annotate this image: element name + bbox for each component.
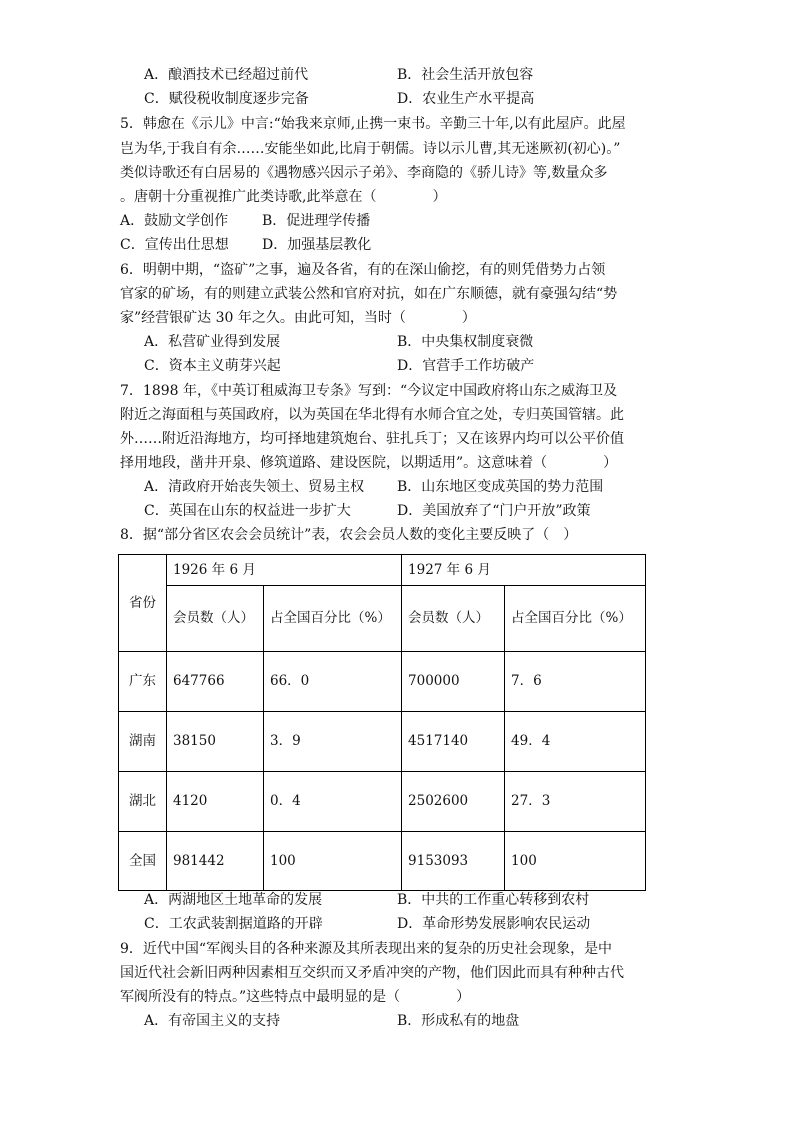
percent-1927-cell: 49．4	[505, 712, 646, 772]
q8-stem: 8．据“部分省区农会会员统计”表，农会会员人数的变化主要反映了（ ）	[120, 527, 578, 543]
q9-option-b: B．形成私有的地盘	[397, 1013, 520, 1029]
table-row	[119, 832, 646, 891]
percent-1927-cell: 100	[505, 832, 646, 891]
farmers-association-table	[118, 554, 646, 891]
q6-option-d: D．官营手工作坊破产	[397, 358, 535, 374]
q5-stem-line-4: 。唐朝十分重视推广此类诗歌,此举意在（ ）	[120, 189, 447, 205]
table-header-percent-1927: 占全国百分比（%）	[505, 586, 646, 652]
percent-1926-cell: 0．4	[264, 772, 402, 832]
members-1927-cell: 9153093	[402, 832, 505, 891]
q7-stem-line-3: 外……附近沿海地方，均可择地建筑炮台、驻扎兵丁；又在该界内均可以公平价值	[120, 431, 624, 447]
percent-1927-cell: 27．3	[505, 772, 646, 832]
q9-stem-line-2: 国近代社会新旧两种因素相互交织而又矛盾冲突的产物，他们因此而具有种种古代	[120, 965, 624, 981]
q5-stem-line-2: 岂为华,于我自有余……安能坐如此,比肩于朝儒。诗以示儿曹,其无迷厥初(初心)。”	[120, 141, 621, 157]
q5-option-d: D．加强基层教化	[262, 237, 372, 253]
q7-option-d: D．美国放弃了“门户开放”政策	[397, 503, 591, 519]
q8-option-d: D．革命形势发展影响农民运动	[397, 916, 591, 932]
members-1927-cell: 2502600	[402, 772, 505, 832]
q8-option-b: B．中共的工作重心转移到农村	[397, 892, 590, 908]
q4-option-a: A．酿酒技术已经超过前代	[144, 67, 309, 83]
q5-option-b: B．促进理学传播	[262, 213, 371, 229]
table-row	[119, 772, 646, 832]
q6-option-b: B．中央集权制度衰微	[397, 334, 534, 350]
q4-option-c: C．赋役税收制度逐步完备	[144, 91, 309, 107]
members-1927-cell: 700000	[402, 652, 505, 712]
q6-stem-line-2: 官家的矿场，有的则建立武装公然和官府对抗，如在广东顺德，就有豪强勾结“势	[120, 286, 618, 302]
q7-option-c: C．英国在山东的权益进一步扩大	[144, 503, 351, 519]
q5-option-c: C．宣传出仕思想	[120, 237, 229, 253]
q6-option-a: A．私营矿业得到发展	[144, 334, 281, 350]
province-cell: 广东	[119, 652, 167, 712]
members-1926-cell: 981442	[167, 832, 264, 891]
q6-stem-line-1: 6．明朝中期，“盗矿”之事，遍及各省，有的在深山偷挖，有的则凭借势力占领	[120, 262, 606, 278]
q4-option-b: B．社会生活开放包容	[397, 67, 534, 83]
province-cell: 湖南	[119, 712, 167, 772]
table-header-members-1926: 会员数（人）	[167, 586, 264, 652]
q7-stem-line-2: 附近之海面租与英国政府，以为英国在华北得有水师合宜之处，专归英国管辖。此	[120, 407, 624, 423]
q7-stem-line-4: 择用地段，凿井开泉、修筑道路、建设医院，以期适用”。这意味着（ ）	[120, 455, 618, 471]
table-header-year-1926: 1926 年 6 月	[167, 555, 402, 586]
members-1927-cell: 4517140	[402, 712, 505, 772]
q9-stem-line-1: 9．近代中国“军阀头目的各种来源及其所表现出来的复杂的历史社会现象，是中	[120, 941, 613, 957]
table-row	[119, 652, 646, 712]
percent-1926-cell: 100	[264, 832, 402, 891]
table-header-members-1927: 会员数（人）	[402, 586, 505, 652]
q4-option-d: D．农业生产水平提高	[397, 91, 535, 107]
q5-stem-line-3: 类似诗歌还有白居易的《遇物感兴因示子弟》、李商隐的《骄儿诗》等,数量众多	[120, 165, 608, 181]
province-cell: 湖北	[119, 772, 167, 832]
table-header-year-1927: 1927 年 6 月	[402, 555, 646, 586]
province-cell: 全国	[119, 832, 167, 891]
q5-stem-line-1: 5．韩愈在《示儿》中言:“始我来京师,止携一束书。辛勤三十年,以有此屋庐。此屋	[120, 116, 626, 132]
q5-option-a: A．鼓励文学创作	[120, 213, 229, 229]
q7-option-b: B．山东地区变成英国的势力范围	[397, 479, 604, 495]
q6-option-c: C．资本主义萌芽兴起	[144, 358, 281, 374]
table-row	[119, 712, 646, 772]
members-1926-cell: 4120	[167, 772, 264, 832]
q7-stem-line-1: 7．1898 年，《中英订租威海卫专条》写到：“今议定中国政府将山东之威海卫及	[120, 383, 618, 399]
table-header-province: 省份	[119, 555, 167, 652]
q8-option-a: A．两湖地区土地革命的发展	[144, 892, 323, 908]
q8-option-c: C．工农武装割据道路的开辟	[144, 916, 323, 932]
q9-option-a: A．有帝国主义的支持	[144, 1013, 281, 1029]
members-1926-cell: 38150	[167, 712, 264, 772]
percent-1926-cell: 66．0	[264, 652, 402, 712]
percent-1926-cell: 3．9	[264, 712, 402, 772]
q9-stem-line-3: 军阀所没有的特点。”这些特点中最明显的是（ ）	[120, 989, 471, 1005]
percent-1927-cell: 7．6	[505, 652, 646, 712]
q6-stem-line-3: 家”经营银矿达 30 年之久。由此可知，当时（ ）	[120, 310, 476, 326]
members-1926-cell: 647766	[167, 652, 264, 712]
q7-option-a: A．清政府开始丧失领土、贸易主权	[144, 479, 365, 495]
table-header-percent-1926: 占全国百分比（%）	[264, 586, 402, 652]
